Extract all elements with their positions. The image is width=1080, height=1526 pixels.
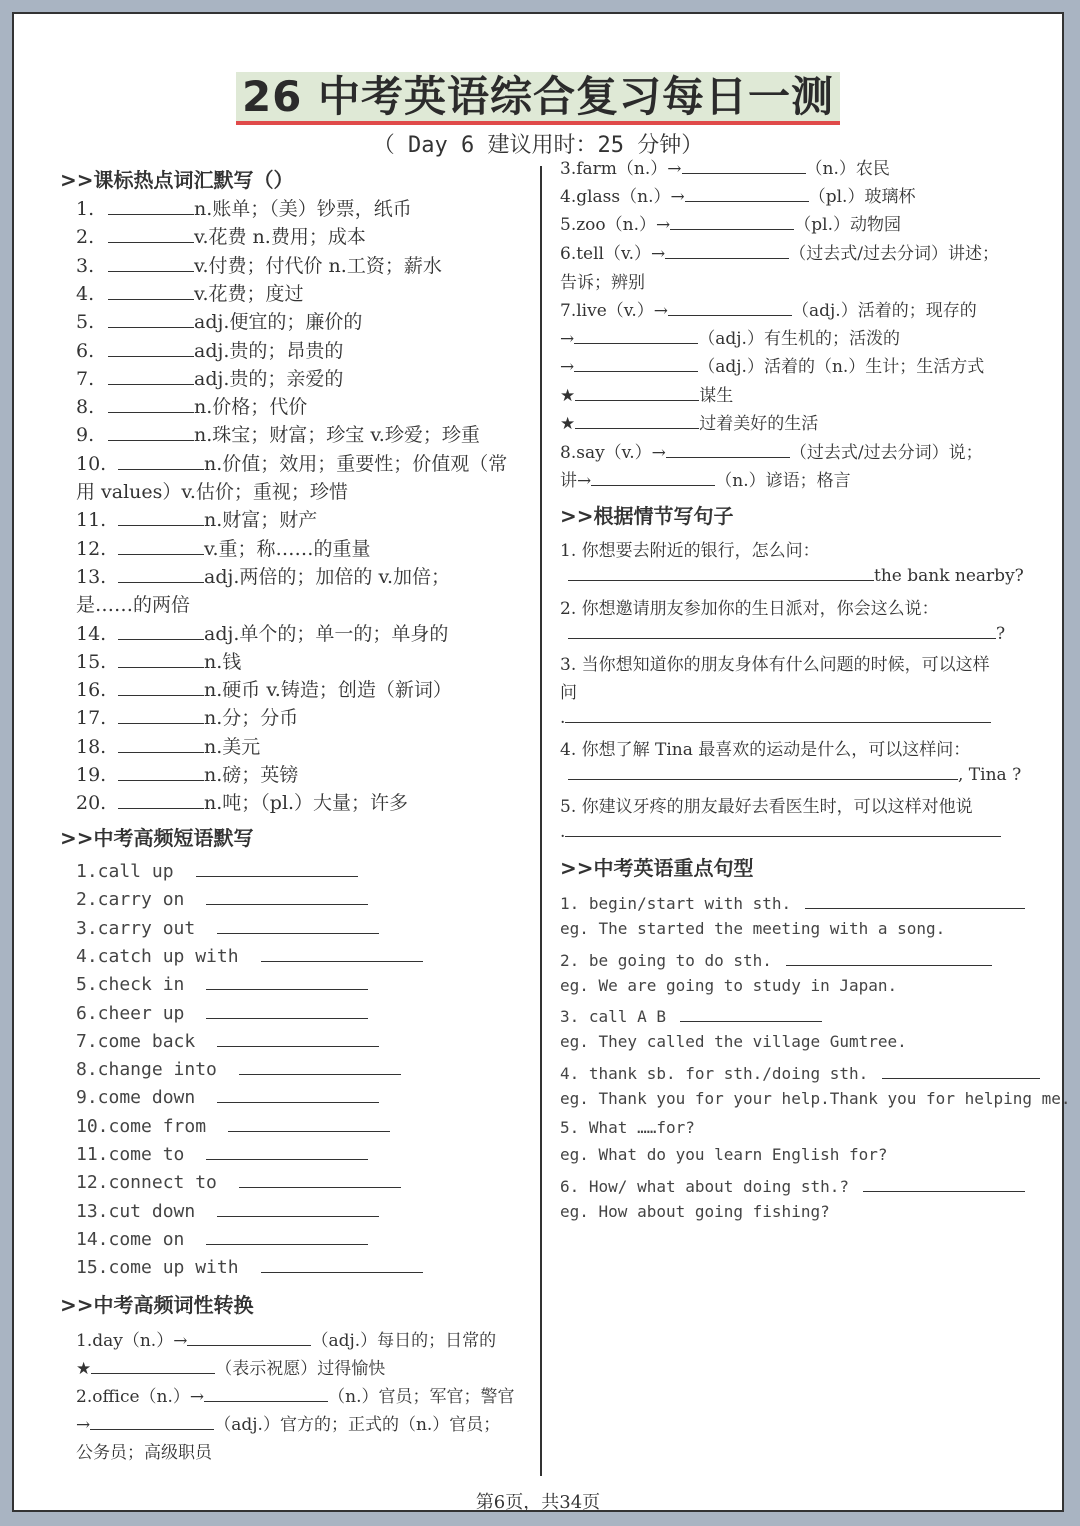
conversion-continuation: 公务员；高级职员	[76, 1443, 212, 1463]
phrase-text: 2.carry on	[76, 889, 185, 911]
worksheet-page	[12, 12, 1071, 1513]
sentences-heading: >>根据情节写句子	[560, 504, 734, 528]
phrase-row	[76, 1030, 379, 1052]
phrase-text: 1.call up	[76, 861, 174, 882]
conversion-word: ★	[560, 414, 576, 434]
vocab-number: 17.	[76, 707, 107, 730]
conversion-word: 6.tell（v.）→	[560, 244, 666, 264]
page-footer: 第6页，共34页	[475, 1492, 601, 1513]
vocab-row	[76, 505, 317, 532]
sentence-answer-row	[560, 820, 1001, 842]
vocab-number: 8.	[76, 396, 95, 419]
conversion-meaning: （过去式/过去分词）讲述；	[789, 244, 999, 264]
vocab-row	[76, 251, 442, 278]
vocab-blank[interactable]	[118, 707, 204, 724]
vocab-blank[interactable]	[118, 453, 204, 470]
sentence-answer-tail: , Tina ?	[958, 765, 1022, 785]
vocab-row	[76, 222, 366, 249]
conversion-row	[76, 1326, 496, 1351]
vocab-blank[interactable]	[108, 340, 194, 357]
sentence-answer-row	[568, 763, 1021, 785]
pattern-text: 5. What ……for?	[560, 1118, 695, 1137]
conversion-meaning: （adj.）活着的；现存的	[792, 301, 977, 321]
vocab-blank[interactable]	[108, 255, 194, 272]
phrase-blank[interactable]	[206, 1002, 368, 1019]
vocab-definition: v.花费 n.费用；成本	[194, 226, 366, 249]
page-subtitle: （ Day 6 建议用时：25 分钟）	[372, 133, 704, 158]
conversion-word: ★	[76, 1359, 92, 1379]
pattern-text: 6. How/ what about doing sth.?	[560, 1176, 849, 1196]
vocab-number: 13.	[76, 565, 107, 588]
conversion-row	[560, 324, 900, 349]
phrase-blank[interactable]	[206, 1143, 368, 1160]
phrase-row	[76, 973, 368, 995]
pattern-example-text: eg. They called the village Gumtree.	[560, 1032, 907, 1051]
vocab-blank[interactable]	[118, 651, 204, 668]
vocab-continuation-text: 用 values）v.估价；重视；珍惜	[76, 481, 348, 503]
sentence-answer-blank[interactable]	[565, 706, 991, 723]
vocab-definition: n.吨；（pl.）大量；许多	[204, 792, 409, 815]
vocab-row	[76, 788, 408, 815]
vocab-row	[76, 420, 480, 447]
patterns-heading: >>中考英语重点句型	[560, 856, 754, 880]
phrase-text: 14.come on	[76, 1228, 185, 1250]
conversion-word: 1.day（n.）→	[76, 1331, 188, 1351]
pattern-example	[560, 1202, 830, 1221]
vocab-number: 19.	[76, 764, 107, 786]
pattern-row	[560, 1062, 1040, 1083]
vocab-number: 14.	[76, 622, 107, 645]
sentence-answer-row	[568, 622, 1005, 644]
conversion-blank[interactable]	[90, 1413, 214, 1430]
phrase-text: 4.catch up with	[76, 945, 239, 967]
vocab-row	[76, 562, 450, 589]
conversion-meaning: （表示祝愿）过得愉快	[215, 1359, 386, 1379]
vocab-row	[76, 619, 448, 646]
vocab-row	[76, 392, 307, 419]
vocab-number: 16.	[76, 679, 107, 702]
sentence-question-continuation	[560, 678, 577, 703]
pattern-blank[interactable]	[805, 892, 1025, 909]
phrase-row	[76, 917, 379, 939]
vocab-number: 15.	[76, 650, 107, 673]
vocab-definition: n.账单；（美）钞票，纸币	[194, 198, 412, 220]
vocab-definition: n.珠宝；财富；珍宝 v.珍爱；珍重	[194, 424, 480, 447]
phrase-text: 12.connect to	[76, 1172, 217, 1194]
vocab-definition: n.价格；代价	[194, 396, 308, 419]
sentence-answer-blank[interactable]	[568, 564, 874, 581]
conversion-blank[interactable]	[204, 1385, 328, 1402]
vocab-definition: adj.贵的；亲爱的	[194, 367, 344, 390]
pattern-text: 2. be going to do sth.	[560, 950, 772, 970]
sentence-answer-tail: .	[560, 822, 566, 842]
conversion-row	[76, 1354, 385, 1379]
pattern-example	[560, 976, 897, 995]
conversion-word: 7.live（v.）→	[560, 301, 668, 321]
conversion-row	[560, 154, 890, 179]
phrase-blank[interactable]	[239, 1171, 401, 1188]
sentence-answer-row	[568, 564, 1024, 586]
phrase-text: 11.come to	[76, 1144, 185, 1165]
conversion-blank[interactable]	[665, 242, 789, 259]
vocab-definition: v.重；称……的重量	[204, 537, 371, 560]
phrase-blank[interactable]	[228, 1115, 390, 1132]
sentence-answer-row	[560, 706, 991, 728]
conversion-blank[interactable]	[685, 185, 809, 202]
pattern-row	[560, 1005, 822, 1026]
vocab-blank[interactable]	[118, 764, 204, 781]
sentence-answer-blank[interactable]	[568, 763, 958, 780]
vocab-blank[interactable]	[118, 736, 204, 753]
phrase-text: 6.cheer up	[76, 1002, 185, 1024]
phrase-row	[76, 1115, 390, 1137]
pattern-row	[560, 1175, 1025, 1196]
conversion-blank[interactable]	[574, 355, 698, 372]
conversion-heading: >>中考高频词性转换	[60, 1293, 254, 1317]
conversion-blank[interactable]	[682, 157, 806, 174]
conversion-meaning: （过去式/过去分词）说；	[789, 443, 983, 463]
conversion-meaning: （n.）官员；军官；警官	[328, 1387, 515, 1407]
conversion-word: →	[560, 329, 575, 349]
vocab-number: 1.	[76, 198, 95, 220]
vocab-row	[76, 534, 371, 561]
conversion-word: →	[560, 357, 575, 377]
conversion-blank[interactable]	[591, 469, 715, 486]
phrase-row	[76, 1058, 401, 1080]
phrase-blank[interactable]	[206, 1228, 368, 1245]
vocab-blank[interactable]	[118, 679, 204, 696]
pattern-example-text: eg. The started the meeting with a song.	[560, 919, 946, 938]
pattern-blank[interactable]	[680, 1005, 822, 1022]
phrase-blank[interactable]	[217, 1200, 379, 1217]
phrase-text: 3.carry out	[76, 917, 196, 939]
pattern-text: 1. begin/start with sth.	[560, 894, 792, 913]
phrase-row	[76, 1228, 368, 1250]
sentence-question-text: 3. 当你想知道你的朋友身体有什么问题的时候，可以这样	[560, 655, 990, 675]
conversion-meaning: （n.）谚语；格言	[715, 471, 851, 491]
vocab-definition: n.钱	[204, 650, 242, 673]
conversion-blank[interactable]	[666, 441, 790, 458]
pattern-example	[560, 1089, 1071, 1108]
vocab-definition: n.硬币 v.铸造；创造（新词）	[204, 679, 452, 702]
vocab-row	[76, 364, 343, 391]
conversion-row	[560, 210, 901, 235]
phrase-text: 15.come up with	[76, 1257, 239, 1279]
conversion-meaning: （pl.）动物园	[794, 215, 901, 235]
vocab-row	[76, 336, 343, 363]
vocab-blank[interactable]	[108, 198, 194, 215]
phrase-blank[interactable]	[217, 1030, 379, 1047]
vocab-blank[interactable]	[118, 792, 204, 809]
sentence-question	[560, 735, 970, 760]
vocab-number: 7.	[76, 367, 95, 390]
conversion-word: ★	[560, 386, 576, 406]
sentence-question	[560, 650, 990, 675]
vocab-number: 12.	[76, 537, 107, 560]
vocab-number: 18.	[76, 735, 107, 758]
sentence-answer-tail: .	[560, 708, 566, 728]
phrase-blank[interactable]	[239, 1058, 401, 1075]
phrase-text: 9.come down	[76, 1087, 196, 1109]
conversion-row	[76, 1382, 515, 1407]
phrase-blank[interactable]	[261, 1256, 423, 1273]
pattern-example	[560, 1145, 888, 1164]
phrase-row	[76, 1143, 368, 1165]
vocab-definition: n.磅；英镑	[204, 764, 299, 786]
page-title: 26 中考英语综合复习每日一测	[14, 64, 1062, 124]
conversion-row	[560, 182, 915, 207]
sentence-answer-tail: the bank nearby?	[874, 566, 1024, 586]
conversion-meaning: （pl.）玻璃杯	[808, 187, 916, 207]
conversion-blank[interactable]	[574, 327, 698, 344]
vocab-number: 11.	[76, 509, 107, 532]
conversion-word: 2.office（n.）→	[76, 1387, 205, 1407]
vocab-blank[interactable]	[108, 283, 194, 300]
pattern-example-text: eg. We are going to study in Japan.	[560, 975, 898, 995]
pattern-blank[interactable]	[863, 1175, 1025, 1192]
vocab-definition: v.花费；度过	[194, 282, 304, 305]
phrase-row	[76, 1256, 423, 1278]
sentence-question	[560, 792, 973, 817]
conversion-meaning: 过着美好的生活	[699, 414, 819, 434]
vocab-definition: adj.两倍的；加倍的 v.加倍；	[204, 565, 450, 588]
phrase-blank[interactable]	[217, 1086, 379, 1103]
conversion-row	[560, 352, 984, 377]
conversion-word: →	[76, 1415, 91, 1435]
pattern-row	[560, 1118, 695, 1137]
vocab-definition: n.美元	[204, 735, 261, 758]
phrase-text: 5.check in	[76, 974, 185, 996]
column-divider	[540, 166, 542, 1476]
pattern-example-text: eg. Thank you for your help.Thank you for helping me.	[560, 1088, 1071, 1108]
phrase-row	[76, 1002, 368, 1024]
conversion-blank[interactable]	[575, 412, 699, 429]
phrase-blank[interactable]	[217, 917, 379, 934]
sentence-answer-blank[interactable]	[565, 820, 1001, 837]
vocab-row	[76, 194, 412, 221]
conversion-word: 8.say（v.）→	[560, 443, 666, 463]
conversion-row	[560, 409, 818, 434]
conversion-meaning: （n.）农民	[805, 159, 890, 179]
phrase-row	[76, 1086, 379, 1108]
vocab-blank[interactable]	[108, 396, 194, 413]
vocab-blank[interactable]	[108, 311, 194, 328]
sentence-question	[560, 594, 939, 619]
conversion-word: 3.farm（n.）→	[560, 159, 682, 179]
sentence-question-text: 2. 你想邀请朋友参加你的生日派对，你会这么说：	[560, 599, 939, 619]
vocab-row	[76, 732, 260, 759]
vocab-number: 5.	[76, 311, 95, 334]
conversion-row	[560, 239, 999, 264]
phrase-blank[interactable]	[261, 945, 423, 962]
phrase-row	[76, 860, 358, 882]
tell-continuation: 告诉；辨别	[560, 273, 645, 293]
conversion-blank[interactable]	[575, 384, 699, 401]
vocab-definition: v.付费；付代价 n.工资；薪水	[194, 254, 442, 277]
sentence-question-text: 4. 你想了解 Tina 最喜欢的运动是什么，可以这样问：	[560, 740, 971, 760]
vocab-blank[interactable]	[118, 623, 204, 640]
vocab-number: 20.	[76, 792, 107, 815]
conversion-meaning: （adj.）每日的；日常的	[311, 1331, 497, 1351]
conversion-blank[interactable]	[670, 213, 794, 230]
conversion-word: 4.glass（n.）→	[560, 187, 685, 207]
conversion-word: 5.zoo（n.）→	[560, 215, 671, 235]
vocab-definition: adj.便宜的；廉价的	[194, 311, 363, 334]
vocab-definition: adj.单个的；单一的；单身的	[204, 622, 449, 645]
conversion-blank[interactable]	[91, 1357, 215, 1374]
phrases-heading: >>中考高频短语默写	[60, 826, 254, 850]
phrase-blank[interactable]	[206, 973, 368, 990]
vocab-row	[76, 279, 304, 306]
conversion-meaning: 谋生	[699, 386, 734, 406]
vocab-number: 6.	[76, 339, 95, 362]
vocab-number: 4.	[76, 282, 95, 305]
vocab-number: 3.	[76, 254, 95, 277]
pattern-blank[interactable]	[882, 1062, 1040, 1079]
pattern-blank[interactable]	[786, 949, 992, 966]
vocab-continuation-text: 是……的两倍	[76, 594, 191, 617]
conversion-word: 讲→	[560, 471, 592, 491]
vocab-row	[76, 703, 298, 730]
conversion-row	[560, 438, 983, 463]
vocab-blank[interactable]	[118, 566, 204, 583]
sentence-answer-tail: ?	[996, 624, 1006, 644]
conversion-row	[560, 381, 733, 406]
phrase-row	[76, 888, 368, 910]
vocab-continuation	[76, 590, 190, 617]
vocab-definition: n.价值；效用；重要性；价值观（常	[204, 452, 508, 475]
vocab-row	[76, 307, 362, 334]
phrase-blank[interactable]	[196, 860, 358, 877]
vocab-blank[interactable]	[108, 226, 194, 243]
sentence-answer-blank[interactable]	[568, 622, 996, 639]
phrase-row	[76, 1200, 379, 1222]
phrase-text: 7.come back	[76, 1030, 196, 1052]
sentence-question-cont-text: 问	[560, 683, 577, 703]
vocab-number: 2.	[76, 226, 95, 249]
pattern-example	[560, 1032, 907, 1051]
pattern-example-text: eg. How about going fishing?	[560, 1201, 830, 1221]
sentence-question-text: 5. 你建议牙疼的朋友最好去看医生时，可以这样对他说	[560, 797, 973, 817]
conversion-meaning: （adj.）有生机的；活泼的	[698, 329, 900, 349]
sentence-question	[560, 536, 820, 561]
pattern-row	[560, 949, 992, 970]
vocab-blank[interactable]	[118, 538, 204, 555]
conversion-row	[560, 466, 851, 491]
conversion-row	[76, 1410, 500, 1435]
vocab-blank[interactable]	[108, 424, 194, 441]
vocab-definition: adj.贵的；昂贵的	[194, 339, 344, 362]
conversion-meaning: （adj.）官方的；正式的（n.）官员；	[214, 1415, 501, 1435]
vocab-row	[76, 449, 507, 476]
pattern-text: 4. thank sb. for sth./doing sth.	[560, 1063, 869, 1083]
pattern-example	[560, 919, 945, 938]
pattern-text: 3. call A B	[560, 1007, 666, 1026]
phrase-text: 13.cut down	[76, 1200, 196, 1222]
vocab-blank[interactable]	[118, 509, 204, 526]
sentence-question-text: 1. 你想要去附近的银行，怎么问：	[560, 541, 820, 561]
conversion-blank[interactable]	[187, 1329, 311, 1346]
vocab-number: 9.	[76, 424, 95, 447]
vocab-blank[interactable]	[108, 368, 194, 385]
phrase-row	[76, 945, 423, 967]
phrase-blank[interactable]	[206, 888, 368, 905]
pattern-row	[560, 892, 1025, 913]
vocab-number: 10.	[76, 452, 107, 475]
phrase-text: 10.come from	[76, 1115, 207, 1137]
conversion-blank[interactable]	[668, 299, 792, 316]
pattern-example-text: eg. What do you learn English for?	[560, 1145, 888, 1164]
vocab-definition: n.财富；财产	[204, 509, 318, 532]
conversion-row	[560, 296, 977, 321]
conversion-meaning: （adj.）活着的（n.）生计；生活方式	[698, 357, 985, 377]
vocab-row	[76, 675, 452, 702]
phrase-row	[76, 1171, 401, 1193]
vocab-heading: >>课标热点词汇默写（）	[60, 168, 294, 192]
phrase-text: 8.change into	[76, 1059, 217, 1081]
vocab-continuation	[76, 477, 348, 504]
vocab-row	[76, 760, 298, 787]
vocab-row	[76, 647, 241, 674]
vocab-definition: n.分；分币	[204, 707, 299, 730]
